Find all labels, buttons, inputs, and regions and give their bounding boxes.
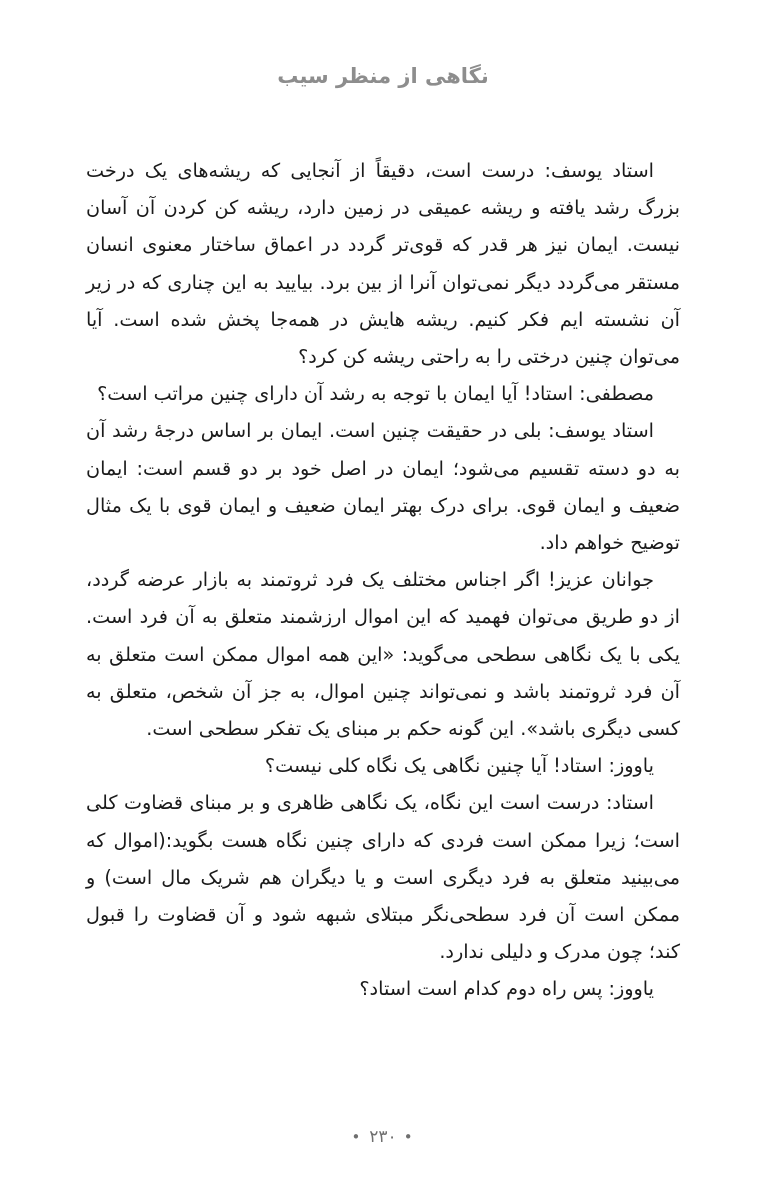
paragraph-4: جوانان عزیز! اگر اجناس مختلف یک فرد ثروتمند به بازار عرضه گردد، از دو طریق می‌توان فهمید که این اموال ارزشمند متعلق به آن فرد است. یکی با یک نگاهی سطحی می‌گوید: «این همه اموال ممکن است متعلق به آن فرد ثروتمند باشد و نمی‌تواند چنین اموال، به جز آن شخص، متعلق به کسی دیگری باشد». این گونه حکم بر مبنای یک تفکر سطحی است.: [86, 568, 680, 741]
page-number: ۲۳۰: [369, 1127, 397, 1147]
paragraph-1: استاد یوسف: درست است، دقیقاً از آنجایی که ریشه‌های یک درخت بزرگ رشد یافته و ریشه عمیقی در زمین دارد، ریشه کن کردن آن آسان نیست. ایمان نیز هر قدر که قوی‌تر گردد در اعماق ساختار معنوی انسان مستقر می‌گردد دیگر نمی‌توان آنرا از بین برد. بیایید به این چناری که در زیر آن نشسته ایم فکر کنیم. ریشه هایش در همه‌جا پخش شده است. آیا می‌توان چنین درختی را به راحتی ریشه کن کرد؟: [86, 159, 680, 369]
body-text-block: [86, 152, 680, 1008]
paragraph-6: استاد: درست است این نگاه، یک نگاهی ظاهری و بر مبنای قضاوت کلی است؛ زیرا ممکن است فردی که دارای چنین نگاه هست بگوید:(اموال که می‌بینید متعلق به فرد دیگری است و یا دیگران هم شریک مال است) و ممکن است آن فرد سطحی‌نگر مبتلای شبهه شود و آن قضاوت را قبول کند؛ چون مدرک و دلیلی ندارد.: [86, 791, 680, 964]
paragraph-2: مصطفی: استاد! آیا ایمان با توجه به رشد آن دارای چنین مراتب است؟: [97, 382, 654, 406]
paragraph-3: استاد یوسف: بلی در حقیقت چنین است. ایمان بر اساس درجۀ رشد آن به دو دسته تقسیم می‌شود؛ ایمان در اصل خود بر دو قسم است: ایمان ضعیف و ایمان قوی. برای درک بهتر ایمان ضعیف و ایمان قوی با یک مثال توضیح خواهم داد.: [86, 419, 680, 555]
folio-dot-left: •: [351, 1127, 363, 1146]
running-header: نگاهی از منظر سیب: [277, 64, 489, 88]
paragraph-5: یاووز: استاد! آیا چنین نگاهی یک نگاه کلی نیست؟: [264, 754, 654, 778]
paragraph-7: یاووز: پس راه دوم کدام است استاد؟: [359, 977, 654, 1001]
folio-dot-right: •: [403, 1127, 415, 1146]
page-folio: [0, 1127, 766, 1147]
